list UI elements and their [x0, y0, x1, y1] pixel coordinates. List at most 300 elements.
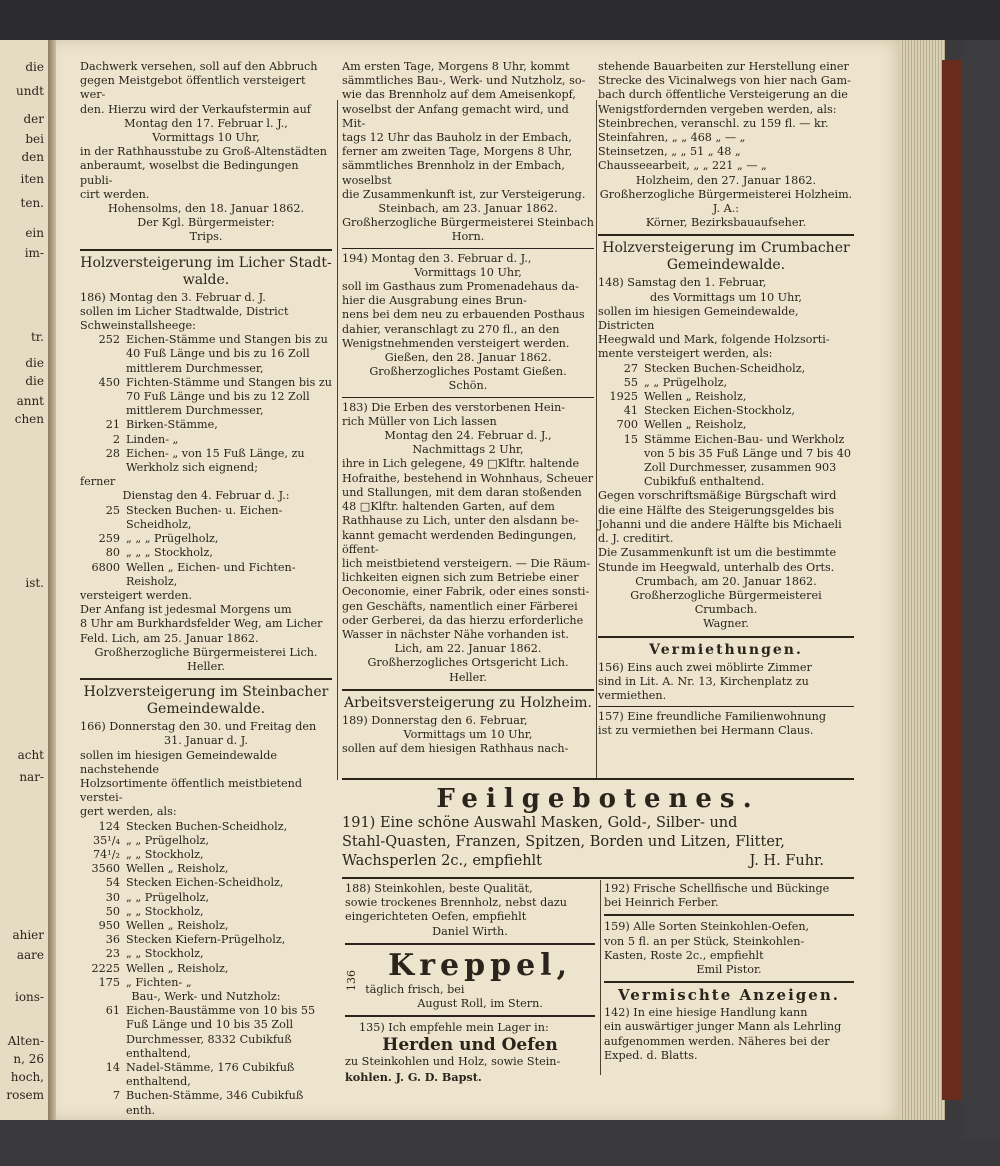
text-line: sollen im hiesigen Gemeindewalde, Districten — [598, 304, 799, 333]
herden-title: Herden und Oefen — [382, 1035, 558, 1056]
text-line: ihre in Lich gelegene, 49 □Klftr. haltende — [342, 457, 580, 471]
text-line: Wenigstnehmenden versteigert werden. — [342, 336, 570, 350]
item-text: Eichen-Baustämme von 10 bis 55 Fuß Länge und 10 bis 35 Zoll Durchmesser, 8332 Cubikfuß enthaltend, — [126, 1004, 316, 1060]
c3-text-6 — [598, 710, 854, 738]
text-line: soll im Gasthaus zum Promenadehaus da- — [342, 280, 579, 294]
left-page-text: im- — [24, 246, 44, 260]
text-line: 166) Donnerstag den 30. und Freitag den — [80, 720, 317, 734]
text-line: Gegen vorschriftsmäßige Bürgschaft wird — [598, 489, 837, 503]
c2-text-2 — [342, 252, 594, 394]
item-text: Steinfahren, „ „ 468 „ — „ — [598, 131, 746, 145]
heading-crumbach: Holzversteigerung im Crumbacher Gemeindewalde. — [602, 240, 850, 274]
item-text: Wellen „ Reisholz, — [644, 390, 747, 404]
text-line: Heegwald und Mark, folgende Holzsorti- — [598, 333, 830, 347]
text-line: sowie trockenes Brennholz, nebst dazu — [345, 896, 568, 910]
text-line: versteigert werden. — [80, 588, 192, 602]
text-line: die eine Hälfte des Steigerungsgeldes bis — [598, 503, 835, 517]
item-count: 259 — [98, 532, 120, 546]
c1-text-2 — [80, 291, 332, 334]
ad-136-number: 136 — [345, 969, 358, 991]
text-line: 48 □Klftr. haltenden Garten, auf dem — [342, 500, 555, 514]
rule — [80, 678, 332, 680]
text-line: Dachwerk versehen, soll auf den Abbruch — [80, 60, 318, 73]
item-count: 80 — [105, 546, 120, 560]
c3-text-1 — [598, 60, 854, 117]
text-line: 142) In eine hiesige Handlung kann — [604, 1006, 808, 1020]
c1-text-5 — [80, 720, 332, 819]
c1-items-6 — [80, 1004, 332, 1118]
item-text: Chausseearbeit, „ „ 221 „ — „ — [598, 159, 767, 173]
text-line: 189) Donnerstag den 6. Februar, — [342, 713, 528, 727]
item-count: 950 — [98, 918, 120, 932]
text-line: Daniel Wirth. — [432, 924, 508, 938]
list-item — [80, 962, 332, 976]
c2-text-1 — [342, 60, 594, 245]
left-page-text: Alten- — [7, 1034, 44, 1048]
item-count: 50 — [105, 904, 120, 918]
item-count: 35¹/₄ — [93, 833, 120, 847]
item-text: Wellen „ Reisholz, — [126, 918, 229, 932]
text-line: stehende Bauarbeiten zur Herstellung einer — [598, 60, 849, 73]
item-text: Eichen-Stämme und Stangen bis zu 40 Fuß Länge und bis zu 16 Zoll mittlerem Durchmesser, — [126, 333, 328, 375]
text-line: dahier, veranschlagt zu 270 fl., an den — [342, 322, 560, 336]
item-count: 55 — [623, 375, 638, 389]
text-line: den. Hierzu wird der Verkaufstermin auf — [80, 102, 311, 116]
item-text: Stecken Buchen-Scheidholz, — [644, 361, 806, 375]
c3-items-3 — [598, 362, 854, 490]
text-line: Körner, Bezirksbauaufseher. — [645, 216, 807, 230]
list-item — [598, 418, 854, 432]
list-item — [80, 433, 332, 447]
item-count: 25 — [105, 503, 120, 517]
rule — [598, 636, 854, 638]
c3-text-2 — [598, 174, 854, 231]
list-item — [80, 947, 332, 961]
text-line: Steinbach, am 23. Januar 1862. — [378, 202, 558, 216]
rule — [604, 914, 854, 916]
text-line: und Stallungen, mit dem daran stoßenden — [342, 485, 582, 499]
item-text: „ „ Prügelholz, — [644, 375, 728, 389]
ad-135-line: 135) Ich empfehle mein Lager in: — [359, 1021, 549, 1035]
item-text: Stecken Buchen-Scheidholz, — [126, 819, 288, 833]
text-line: anberaumt, woselbst die Bedingungen publi- — [80, 159, 299, 187]
list-item — [80, 862, 332, 876]
text-line: Wagner. — [703, 617, 749, 631]
list-item — [80, 561, 332, 589]
text-line: 157) Eine freundliche Familienwohnung — [598, 710, 827, 724]
list-item — [80, 333, 332, 376]
text-line: gert werden, als: — [80, 805, 177, 819]
ad-right — [604, 882, 854, 1063]
item-text: Steinsetzen, „ „ 51 „ 48 „ — [598, 145, 741, 159]
text-line: Stunde im Heegwald, unterhalb des Orts. — [598, 560, 835, 574]
c1-text-3 — [80, 475, 332, 503]
text-line: kannt gemacht werdenden Bedingungen, öffent- — [342, 528, 577, 556]
list-item — [80, 532, 332, 546]
left-page-text: tr. — [30, 330, 44, 344]
text-line: August Roll, im Stern. — [417, 997, 543, 1011]
left-page-text: die — [25, 60, 44, 74]
list-item — [80, 1089, 332, 1117]
item-count: 2225 — [91, 961, 120, 975]
item-text: Buchen-Stämme, 346 Cubikfuß enth. — [126, 1089, 304, 1117]
item-count: 23 — [105, 947, 120, 961]
text-line: Crumbach, am 20. Januar 1862. — [635, 574, 817, 588]
column-1 — [80, 60, 332, 1118]
text-line: 159) Alle Sorten Steinkohlen-Oefen, — [604, 920, 810, 934]
item-text: „ „ „ Stockholz, — [126, 546, 213, 560]
left-page-text: annt — [16, 394, 44, 408]
text-line: J. A.: — [712, 202, 740, 216]
feil-signature: J. H. Fuhr. — [749, 853, 824, 869]
item-count: 450 — [98, 375, 120, 389]
text-line: Wasser in nächster Nähe vorhanden ist. — [342, 627, 569, 641]
list-item — [598, 131, 854, 145]
text-line: die Zusammenkunft ist, zur Versteigerung. — [342, 187, 586, 201]
left-page-text: nar- — [19, 770, 44, 784]
text-line: Horn. — [451, 230, 485, 244]
text-line: Großherzogliches Postamt Gießen. — [369, 365, 567, 379]
left-page-text: n, 26 — [13, 1052, 44, 1066]
text-line: ein auswärtiger junger Mann als Lehrling — [604, 1020, 842, 1034]
list-item — [598, 145, 854, 159]
text-line: 191) Eine schöne Auswahl Masken, Gold-, Silber- und — [342, 815, 738, 831]
text-line: woselbst der Anfang gemacht wird, und Mit- — [342, 102, 569, 130]
item-text: Linden- „ — [126, 432, 179, 446]
left-page-text: bei — [25, 132, 44, 146]
text-line: Gießen, den 28. Januar 1862. — [384, 351, 552, 365]
item-count: 54 — [105, 876, 120, 890]
item-text: „ Fichten- „ — [126, 975, 192, 989]
text-line: Holzsortimente öffentlich meistbietend verstei- — [80, 776, 303, 805]
item-text: Nadel-Stämme, 176 Cubikfuß enthaltend, — [126, 1061, 295, 1089]
rule — [342, 689, 594, 691]
left-page-text: die — [25, 356, 44, 370]
item-text: Birken-Stämme, — [126, 418, 218, 432]
text-line: 183) Die Erben des verstorbenen Hein- — [342, 400, 566, 414]
item-count: 2 — [112, 432, 120, 446]
heading-licher: Holzversteigerung im Licher Stadt-walde. — [80, 254, 332, 288]
text-line: Kasten, Roste 2c., empfiehlt — [604, 948, 764, 962]
text-line: Großherzogliche Bürgermeisterei Lich. — [94, 645, 318, 659]
text-line: lich meistbietend versteigern. — Die Räum- — [342, 556, 591, 570]
left-page-text: aare — [16, 948, 44, 962]
text-line: 148) Samstag den 1. Februar, — [598, 276, 767, 290]
item-count: 36 — [105, 933, 120, 947]
heading-vermischte: Vermischte Anzeigen. — [618, 986, 840, 1005]
text-line: Der Anfang ist jedesmal Morgens um — [80, 603, 292, 617]
rule — [598, 706, 854, 707]
column-rule — [596, 100, 597, 780]
text-line: sämmtliches Bau-, Werk- und Nutzholz, so- — [342, 74, 586, 88]
text-line: Großherzogliche Bürgermeisterei Steinbach — [342, 216, 594, 230]
left-page-text: ein — [25, 226, 44, 240]
text-line: 188) Steinkohlen, beste Qualität, — [345, 882, 533, 895]
text-line: Wenigstfordernden vergeben werden, als: — [598, 102, 837, 116]
text-line: Lich, am 22. Januar 1862. — [394, 642, 542, 656]
list-item — [598, 159, 854, 173]
item-count: 41 — [623, 404, 638, 418]
text-line: täglich frisch, bei — [365, 982, 465, 996]
list-item — [80, 1061, 332, 1089]
list-item — [80, 1004, 332, 1061]
text-line: Nachmittags 2 Uhr, — [412, 443, 524, 457]
list-item — [80, 418, 332, 432]
text-line: bach durch öffentliche Versteigerung an die — [598, 88, 848, 102]
c1-items-2 — [80, 333, 332, 475]
text-line: mente versteigert werden, als: — [598, 347, 773, 361]
item-text: Wellen „ Reisholz, — [644, 418, 747, 432]
rule — [598, 234, 854, 236]
text-line: Wachsperlen 2c., empfiehlt — [342, 853, 542, 869]
page-edges — [900, 40, 945, 1120]
text-line: cirt werden. — [80, 187, 150, 201]
left-page-text: undt — [16, 84, 44, 98]
item-count: 124 — [98, 819, 120, 833]
rule — [342, 248, 594, 249]
text-line: Schön. — [448, 379, 488, 393]
heading-steinbach: Holzversteigerung im Steinbacher Gemeindewalde. — [83, 684, 329, 718]
text-line: Feld. Lich, am 25. Januar 1862. — [80, 631, 259, 645]
item-count: 61 — [105, 1004, 120, 1018]
item-count: 27 — [623, 361, 638, 375]
text-line: Vormittags 10 Uhr, — [152, 131, 260, 145]
left-page-text: die — [25, 374, 44, 388]
text-line: Stahl-Quasten, Franzen, Spitzen, Borden und Litzen, Flitter, — [342, 834, 785, 850]
text-line: oder Gerberei, da das hierzu erforderliche — [342, 613, 584, 627]
item-text: „ „ „ Prügelholz, — [126, 532, 219, 546]
left-page-text: rosem — [6, 1088, 44, 1102]
list-item — [598, 433, 854, 490]
text-line: lichkeiten eignen sich zum Betriebe einer — [342, 571, 579, 585]
text-line: gegen Meistgebot öffentlich versteigert wer- — [80, 74, 306, 102]
text-line: Johanni und die andere Hälfte bis Michaeli — [598, 517, 842, 531]
list-item — [80, 919, 332, 933]
list-item — [80, 848, 332, 862]
item-count: 28 — [105, 446, 120, 460]
list-item — [598, 404, 854, 418]
heading-vermiethungen: Vermiethungen. — [649, 641, 803, 658]
text-line: Montag den 24. Februar d. J., — [384, 429, 552, 443]
text-line: hier die Ausgrabung eines Brun- — [342, 294, 527, 308]
c3-items-1 — [598, 117, 854, 174]
text-line: Exped. d. Blatts. — [604, 1048, 698, 1062]
text-line: sollen im hiesigen Gemeindewalde nachstehende — [80, 748, 277, 776]
list-item — [80, 834, 332, 848]
ad-135-line: zu Steinkohlen und Holz, sowie Stein- — [345, 1055, 561, 1069]
left-page-text: ten. — [20, 196, 44, 210]
text-line: ist zu vermiethen bei Hermann Claus. — [598, 724, 814, 738]
text-line: Großherzogliche Bürgermeisterei Crumbach. — [630, 588, 822, 617]
text-line: 8 Uhr am Burkhardsfelder Weg, am Licher — [80, 617, 323, 631]
item-text: „ „ Prügelholz, — [126, 833, 210, 847]
text-line: von 5 fl. an per Stück, Steinkohlen- — [604, 934, 805, 948]
column-2 — [342, 60, 594, 756]
item-text: „ „ Prügelholz, — [126, 890, 210, 904]
left-page-text: iten — [20, 172, 44, 186]
item-text: Stecken Kiefern-Prügelholz, — [126, 933, 286, 947]
feilgebotenes-section — [342, 778, 854, 879]
text-line: Vormittags um 10 Uhr, — [403, 727, 533, 741]
text-line: Großherzogliche Bürgermeisterei Holzheim. — [599, 187, 853, 201]
list-item — [80, 504, 332, 532]
item-count: 15 — [623, 432, 638, 446]
ad-135-line: kohlen. J. G. D. Bapst. — [345, 1069, 482, 1084]
item-count: 14 — [105, 1061, 120, 1074]
item-text: „ „ Stockholz, — [126, 847, 204, 861]
item-count: 252 — [98, 333, 120, 347]
kreppel-title: Kreppel, — [388, 947, 573, 983]
text-line: Der Kgl. Bürgermeister: — [137, 216, 275, 230]
text-line: Die Zusammenkunft ist um die bestimmte — [598, 546, 837, 560]
item-text: Steinbrechen, veranschl. zu 159 fl. — kr. — [598, 116, 829, 130]
text-line: Hohensolms, den 18. Januar 1862. — [107, 202, 305, 216]
left-page-text: ions- — [14, 990, 44, 1004]
text-line: Emil Pistor. — [696, 963, 762, 977]
heading-holzheim: Arbeitsversteigerung zu Holzheim. — [343, 694, 593, 711]
text-line: sämmtliches Brennholz in der Embach, woselbst — [342, 159, 565, 187]
c1-text-4 — [80, 589, 332, 674]
text-line: Trips. — [189, 230, 223, 244]
rule — [345, 1015, 595, 1017]
c3-text-4 — [598, 489, 854, 631]
item-text: „ „ Stockholz, — [126, 904, 204, 918]
rule — [604, 981, 854, 983]
column-rule — [600, 880, 601, 1075]
item-text: Stecken Eichen-Scheidholz, — [126, 876, 284, 890]
rule — [80, 249, 332, 251]
text-line: Dienstag den 4. Februar d. J.: — [122, 489, 290, 503]
item-text: Stecken Buchen- u. Eichen-Scheidholz, — [126, 503, 283, 531]
item-text: Fichten-Stämme und Stangen bis zu 70 Fuß Länge und bis zu 12 Zoll mittlerem Durchmesser, — [126, 375, 332, 418]
c3-text-5 — [598, 661, 854, 704]
text-line: bei Heinrich Ferber. — [604, 896, 719, 910]
list-item — [80, 891, 332, 905]
text-line: gen Geschäfts, namentlich einer Färberei — [342, 599, 578, 613]
text-line: ferner am zweiten Tage, Morgens 8 Uhr, — [342, 145, 573, 159]
item-count: 74¹/₂ — [93, 847, 120, 861]
list-item — [80, 905, 332, 919]
item-text: Wellen „ Eichen- und Fichten-Reisholz, — [126, 560, 296, 588]
item-text: Wellen „ Reisholz, — [126, 862, 229, 876]
background-right — [962, 40, 1000, 1140]
c2-text-4 — [342, 714, 594, 757]
ad-188 — [345, 882, 595, 1084]
background-top — [0, 0, 1000, 40]
text-line: Heller. — [449, 670, 487, 684]
text-line: 186) Montag den 3. Februar d. J. — [80, 290, 266, 304]
text-line: Großherzogliches Ortsgericht Lich. — [367, 656, 569, 670]
text-line: vermiethen. — [598, 688, 667, 702]
text-line: in der Rathhausstube zu Groß-Altenstädten — [80, 145, 327, 159]
item-text: Stämme Eichen-Bau- und Werkholz von 5 bis 35 Fuß Länge und 7 bis 40 Zoll Durchmesser, zusammen 903 Cubikfuß enthaltend. — [644, 432, 852, 489]
left-page-text: den — [21, 150, 44, 164]
list-item — [80, 376, 332, 419]
heading-feilgebotenes: Feilgebotenes. — [436, 784, 760, 814]
item-text: Wellen „ Reisholz, — [126, 961, 229, 975]
list-item — [80, 876, 332, 890]
left-page-text: chen — [14, 412, 44, 426]
item-text: Eichen- „ von 15 Fuß Länge, zu Werkholz sich eignend; — [126, 446, 305, 475]
left-page-text: ahier — [12, 928, 44, 942]
item-text: Stecken Eichen-Stockholz, — [644, 404, 795, 418]
item-count: 175 — [98, 975, 120, 989]
list-item — [598, 376, 854, 390]
text-line: des Vormittags um 10 Uhr, — [650, 290, 802, 304]
text-line: ferner — [80, 475, 116, 489]
text-line: Hofraithe, bestehend in Wohnhaus, Scheuer — [342, 471, 594, 485]
text-line: Rathhause zu Lich, unter den alsdann be- — [342, 514, 579, 528]
text-line: eingerichteten Oefen, empfiehlt — [345, 910, 527, 924]
list-item — [80, 447, 332, 475]
text-line: Holzheim, den 27. Januar 1862. — [635, 173, 817, 187]
text-line: rich Müller von Lich lassen — [342, 414, 497, 428]
list-item — [80, 933, 332, 947]
item-count: 30 — [105, 890, 120, 904]
text-line: sollen auf dem hiesigen Rathhaus nach- — [342, 742, 569, 756]
text-line: sollen im Licher Stadtwalde, District — [80, 304, 289, 318]
text-line: Strecke des Vicinalwegs von hier nach Gam- — [598, 74, 851, 88]
text-line: d. J. creditirt. — [598, 532, 674, 546]
text-line: 156) Eins auch zwei möblirte Zimmer — [598, 660, 812, 674]
rule — [345, 943, 595, 945]
text-line: Oeconomie, einer Fabrik, oder eines sonsti- — [342, 585, 590, 599]
item-count: 21 — [105, 418, 120, 432]
column-rule — [337, 100, 338, 780]
text-line: Montag den 17. Februar l. J., — [124, 116, 288, 130]
item-text: „ „ Stockholz, — [126, 947, 204, 961]
list-item — [80, 820, 332, 834]
text-line: nens bei dem neu zu erbauenden Posthaus — [342, 308, 585, 322]
c1-items-3 — [80, 504, 332, 589]
text-line: Schweinstallsheege: — [80, 319, 196, 333]
list-item — [598, 390, 854, 404]
item-count: 6800 — [91, 560, 120, 574]
item-count: 3560 — [91, 862, 120, 876]
text-line: Am ersten Tage, Morgens 8 Uhr, kommt — [342, 60, 570, 73]
text-line: aufgenommen werden. Näheres bei der — [604, 1034, 830, 1048]
rule — [342, 397, 594, 398]
left-page-text: der — [23, 112, 44, 126]
c1-items-5 — [80, 820, 332, 990]
text-line: tags 12 Uhr das Bauholz in der Embach, — [342, 131, 572, 145]
text-line: wie das Brennholz auf dem Ameisenkopf, — [342, 88, 576, 102]
text-line: Heller. — [187, 659, 225, 673]
text-line: 194) Montag den 3. Februar d. J., — [342, 251, 532, 265]
item-count: 1925 — [609, 390, 638, 404]
left-page-fragment — [0, 40, 50, 1120]
left-page-text: hoch, — [10, 1070, 44, 1084]
item-count: 700 — [616, 418, 638, 432]
bauholz-label: Bau-, Werk- und Nutzholz: — [131, 989, 281, 1003]
text-line: 192) Frische Schellfische und Bückinge — [604, 882, 830, 895]
c2-text-3 — [342, 401, 594, 685]
item-count: 7 — [112, 1089, 120, 1103]
list-item — [80, 546, 332, 560]
list-item — [80, 976, 332, 990]
left-page-text: acht — [17, 748, 44, 762]
column-3 — [598, 60, 854, 739]
list-item — [598, 362, 854, 376]
text-line: Vormittags 10 Uhr, — [414, 265, 522, 279]
left-page-text: ist. — [25, 576, 44, 590]
book-cover — [942, 60, 962, 1100]
c1-text-1 — [80, 60, 332, 245]
c3-text-3 — [598, 276, 854, 361]
text-line: 31. Januar d. J. — [164, 734, 248, 748]
text-line: sind in Lit. A. Nr. 13, Kirchenplatz zu — [598, 674, 809, 688]
list-item — [598, 117, 854, 131]
